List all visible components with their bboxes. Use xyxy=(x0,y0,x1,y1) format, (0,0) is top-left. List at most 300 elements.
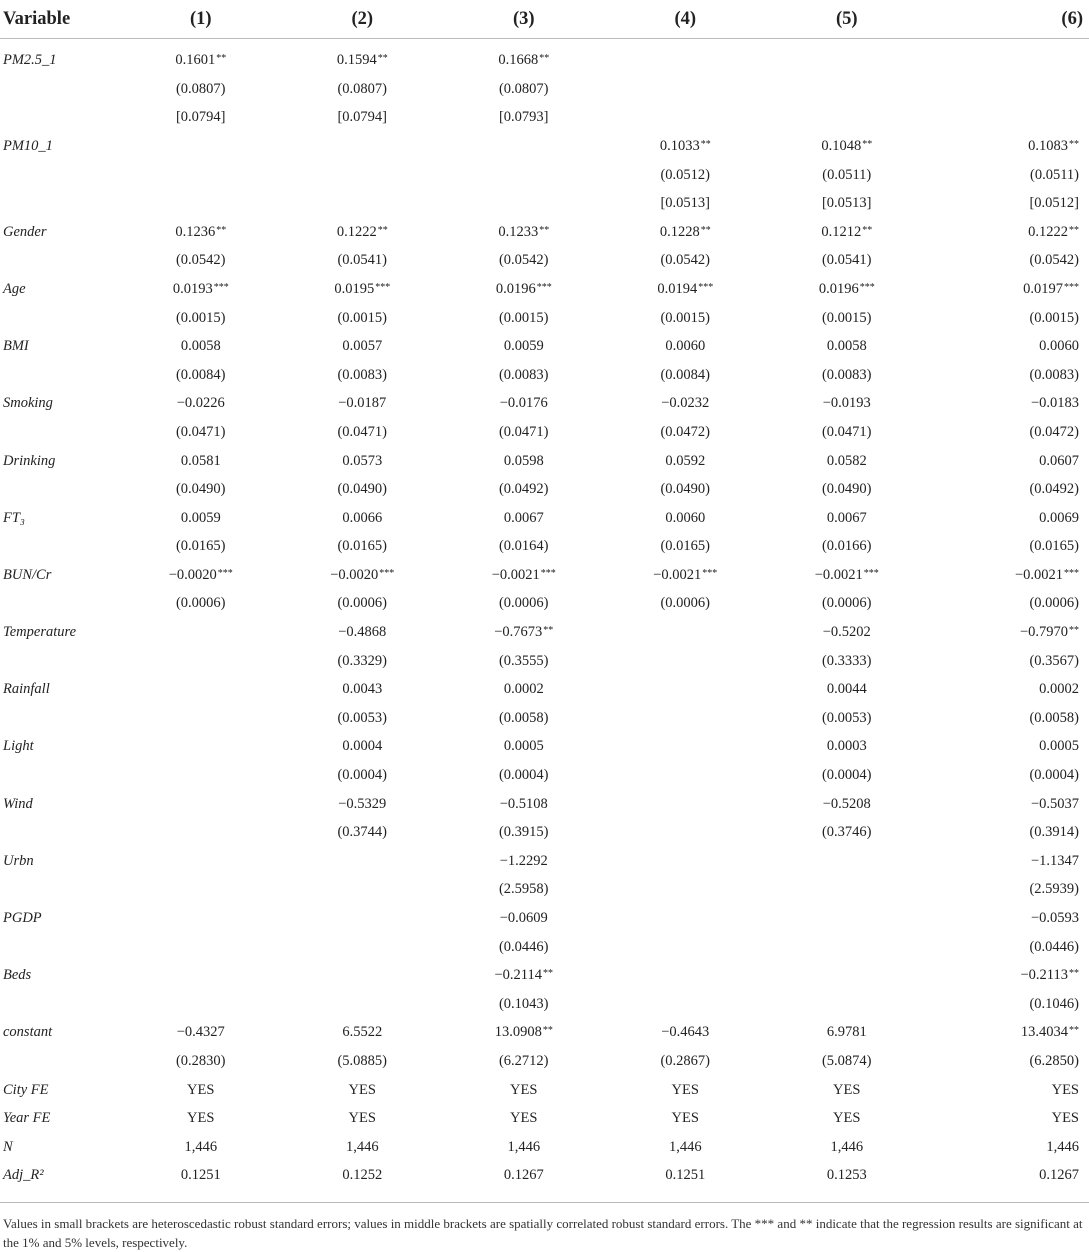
cell-value: (0.3555) xyxy=(499,653,549,669)
cell-value: (0.1043) xyxy=(499,996,549,1012)
table-row xyxy=(0,1076,1089,1105)
cell-value: 0.1267 xyxy=(504,1167,544,1183)
row-label xyxy=(0,704,120,733)
cell-value: 0.1251 xyxy=(665,1167,705,1183)
table-cell xyxy=(928,647,1089,676)
cell-value: 0.0058 xyxy=(181,338,221,354)
table-cell xyxy=(120,561,282,590)
significance-stars: ** xyxy=(1069,139,1079,150)
cell-value: 0.1048 xyxy=(821,138,861,154)
table-cell xyxy=(605,1019,767,1048)
table-row xyxy=(0,790,1089,819)
significance-stars: *** xyxy=(860,282,875,293)
cell-value: 0.1668 xyxy=(498,52,538,68)
table-cell xyxy=(605,1162,767,1191)
cell-value: (0.0490) xyxy=(822,481,872,497)
table-row xyxy=(0,818,1089,847)
table-cell xyxy=(766,475,928,504)
table-cell xyxy=(766,561,928,590)
cell-value: 0.1253 xyxy=(827,1167,867,1183)
table-row xyxy=(0,132,1089,161)
cell-value: (5.0885) xyxy=(337,1053,387,1069)
row-label: Urbn xyxy=(0,847,120,876)
significance-stars: ** xyxy=(378,225,388,236)
table-cell xyxy=(605,132,767,161)
table-cell xyxy=(120,618,282,647)
table-row xyxy=(0,504,1089,533)
table-cell xyxy=(928,504,1089,533)
cell-value: (0.0058) xyxy=(499,710,549,726)
table-cell xyxy=(766,618,928,647)
table-cell xyxy=(443,990,605,1019)
row-label: BUN/Cr xyxy=(0,561,120,590)
cell-value: [0.0794] xyxy=(176,109,226,125)
table-cell xyxy=(120,104,282,133)
table-cell xyxy=(605,247,767,276)
cell-value: (0.0471) xyxy=(499,424,549,440)
table-cell xyxy=(120,1076,282,1105)
table-cell xyxy=(443,818,605,847)
cell-value: 0.0005 xyxy=(1039,738,1079,754)
table-cell xyxy=(443,1047,605,1076)
table-cell xyxy=(120,675,282,704)
row-label xyxy=(0,189,120,218)
cell-value: −0.0193 xyxy=(823,395,871,411)
table-cell xyxy=(120,218,282,247)
cell-value: (0.3746) xyxy=(822,824,872,840)
significance-stars: ** xyxy=(543,1025,553,1036)
table-cell xyxy=(120,332,282,361)
cell-value: (0.0015) xyxy=(499,310,549,326)
table-cell xyxy=(766,990,928,1019)
cell-value: −0.0021 xyxy=(492,567,540,583)
cell-value: −0.0593 xyxy=(1031,910,1079,926)
table-cell xyxy=(443,475,605,504)
significance-stars: *** xyxy=(1064,568,1079,579)
cell-value: YES xyxy=(672,1110,699,1126)
table-cell xyxy=(120,418,282,447)
cell-value: 0.0582 xyxy=(827,453,867,469)
significance-stars: *** xyxy=(375,282,390,293)
table-row xyxy=(0,1104,1089,1133)
row-label: Smoking xyxy=(0,390,120,419)
table-cell xyxy=(605,933,767,962)
table-cell xyxy=(282,275,444,304)
table-cell xyxy=(605,218,767,247)
cell-value: 1,446 xyxy=(507,1139,540,1155)
table-cell xyxy=(282,1104,444,1133)
cell-value: −0.0232 xyxy=(661,395,709,411)
table-cell xyxy=(605,675,767,704)
table-cell xyxy=(443,132,605,161)
cell-value: (0.0542) xyxy=(660,252,710,268)
row-label xyxy=(0,647,120,676)
cell-value: −0.5037 xyxy=(1031,796,1079,812)
table-cell xyxy=(443,704,605,733)
cell-value: 0.0069 xyxy=(1039,510,1079,526)
table-cell xyxy=(605,1133,767,1162)
table-cell xyxy=(766,504,928,533)
table-cell xyxy=(282,247,444,276)
row-label xyxy=(0,104,120,133)
table-cell xyxy=(928,733,1089,762)
table-cell xyxy=(120,1162,282,1191)
cell-value: (0.0083) xyxy=(1029,367,1079,383)
row-label xyxy=(0,161,120,190)
cell-value: (0.0165) xyxy=(660,538,710,554)
cell-value: YES xyxy=(510,1082,537,1098)
table-cell xyxy=(766,418,928,447)
cell-value: 0.0004 xyxy=(342,738,382,754)
table-cell xyxy=(928,361,1089,390)
cell-value: 0.0194 xyxy=(657,281,697,297)
cell-value: (0.0004) xyxy=(1029,767,1079,783)
cell-value: 0.1267 xyxy=(1039,1167,1079,1183)
table-cell xyxy=(443,332,605,361)
cell-value: YES xyxy=(1052,1110,1079,1126)
table-cell xyxy=(282,1076,444,1105)
cell-value: (0.0542) xyxy=(176,252,226,268)
table-cell xyxy=(282,447,444,476)
cell-value: 0.0592 xyxy=(665,453,705,469)
cell-value: 1,446 xyxy=(669,1139,702,1155)
table-row xyxy=(0,275,1089,304)
significance-stars: ** xyxy=(216,53,226,64)
table-cell xyxy=(605,847,767,876)
table-cell xyxy=(443,39,605,76)
table-cell xyxy=(928,590,1089,619)
cell-value: (0.0006) xyxy=(822,595,872,611)
table-cell xyxy=(605,161,767,190)
table-cell xyxy=(443,561,605,590)
table-cell xyxy=(282,304,444,333)
cell-value: (0.0492) xyxy=(1029,481,1079,497)
table-cell xyxy=(282,818,444,847)
table-cell xyxy=(766,761,928,790)
table-cell xyxy=(766,39,928,76)
row-label: constant xyxy=(0,1019,120,1048)
header-variable: Variable xyxy=(0,0,120,39)
table-cell xyxy=(120,876,282,905)
table-cell xyxy=(120,1019,282,1048)
table-cell xyxy=(282,647,444,676)
table-row xyxy=(0,561,1089,590)
table-cell xyxy=(120,1133,282,1162)
table-cell xyxy=(282,675,444,704)
table-cell xyxy=(443,733,605,762)
table-cell xyxy=(443,1076,605,1105)
table-cell xyxy=(605,961,767,990)
table-cell xyxy=(282,933,444,962)
cell-value: (0.3333) xyxy=(822,653,872,669)
cell-value: (0.0053) xyxy=(337,710,387,726)
cell-value: (0.0165) xyxy=(1029,538,1079,554)
table-row xyxy=(0,161,1089,190)
cell-value: 0.1601 xyxy=(175,52,215,68)
table-cell xyxy=(928,990,1089,1019)
cell-value: (0.0006) xyxy=(176,595,226,611)
table-cell xyxy=(443,390,605,419)
cell-value: 0.0195 xyxy=(334,281,374,297)
table-cell xyxy=(928,189,1089,218)
table-cell xyxy=(605,704,767,733)
header-col-3: (3) xyxy=(443,0,605,39)
table-row xyxy=(0,904,1089,933)
cell-value: (0.0015) xyxy=(1029,310,1079,326)
table-cell xyxy=(766,1047,928,1076)
cell-value: (0.0446) xyxy=(499,939,549,955)
table-cell xyxy=(120,961,282,990)
table-cell xyxy=(120,161,282,190)
table-cell xyxy=(120,933,282,962)
table-row xyxy=(0,447,1089,476)
cell-value: 0.1083 xyxy=(1028,138,1068,154)
cell-value: (0.0015) xyxy=(822,310,872,326)
cell-value: 1,446 xyxy=(1046,1139,1079,1155)
table-cell xyxy=(120,704,282,733)
cell-value: 0.0607 xyxy=(1039,453,1079,469)
table-cell xyxy=(120,1047,282,1076)
cell-value: −0.4868 xyxy=(338,624,386,640)
table-cell xyxy=(120,904,282,933)
cell-value: −0.0020 xyxy=(169,567,217,583)
row-label: BMI xyxy=(0,332,120,361)
significance-stars: ** xyxy=(701,225,711,236)
table-cell xyxy=(443,933,605,962)
table-cell xyxy=(766,361,928,390)
cell-value: YES xyxy=(1052,1082,1079,1098)
row-label xyxy=(0,304,120,333)
cell-value: −0.7673 xyxy=(494,624,542,640)
cell-value: −0.0226 xyxy=(177,395,225,411)
table-cell xyxy=(605,818,767,847)
cell-value: (0.0541) xyxy=(337,252,387,268)
cell-value: (0.0004) xyxy=(337,767,387,783)
cell-value: (0.0541) xyxy=(822,252,872,268)
table-cell xyxy=(443,590,605,619)
table-row xyxy=(0,75,1089,104)
cell-value: (0.3914) xyxy=(1029,824,1079,840)
table-cell xyxy=(928,790,1089,819)
table-cell xyxy=(443,161,605,190)
table-cell xyxy=(928,161,1089,190)
cell-value: 0.0581 xyxy=(181,453,221,469)
table-cell xyxy=(928,104,1089,133)
table-cell xyxy=(928,876,1089,905)
row-label xyxy=(0,75,120,104)
table-row xyxy=(0,990,1089,1019)
cell-value: 0.0060 xyxy=(1039,338,1079,354)
header-col-6: (6) xyxy=(928,0,1089,39)
table-row xyxy=(0,590,1089,619)
table-cell xyxy=(928,247,1089,276)
table-cell xyxy=(605,304,767,333)
cell-value: (0.0492) xyxy=(499,481,549,497)
table-cell xyxy=(282,618,444,647)
cell-value: 0.0067 xyxy=(827,510,867,526)
table-cell xyxy=(120,247,282,276)
cell-value: 0.1236 xyxy=(175,224,215,240)
table-row xyxy=(0,418,1089,447)
table-cell xyxy=(766,218,928,247)
table-cell xyxy=(120,75,282,104)
significance-stars: ** xyxy=(539,225,549,236)
cell-value: YES xyxy=(833,1110,860,1126)
table-cell xyxy=(282,704,444,733)
table-cell xyxy=(766,390,928,419)
table-cell xyxy=(443,904,605,933)
table-row xyxy=(0,332,1089,361)
row-label: Gender xyxy=(0,218,120,247)
row-label xyxy=(0,761,120,790)
cell-value: 0.1252 xyxy=(342,1167,382,1183)
cell-value: (0.0015) xyxy=(337,310,387,326)
table-cell xyxy=(120,189,282,218)
significance-stars: *** xyxy=(1064,282,1079,293)
cell-value: 0.0058 xyxy=(827,338,867,354)
table-cell xyxy=(928,675,1089,704)
row-label: City FE xyxy=(0,1076,120,1105)
table-row xyxy=(0,876,1089,905)
cell-value: (0.3915) xyxy=(499,824,549,840)
cell-value: 0.0043 xyxy=(342,681,382,697)
table-cell xyxy=(766,590,928,619)
table-cell xyxy=(928,933,1089,962)
table-cell xyxy=(766,704,928,733)
table-cell xyxy=(928,1019,1089,1048)
table-cell xyxy=(605,1076,767,1105)
table-cell xyxy=(282,132,444,161)
cell-value: (0.0004) xyxy=(822,767,872,783)
table-cell xyxy=(928,390,1089,419)
cell-value: YES xyxy=(510,1110,537,1126)
cell-value: YES xyxy=(672,1082,699,1098)
significance-stars: ** xyxy=(1069,1025,1079,1036)
cell-value: −0.0183 xyxy=(1031,395,1079,411)
table-cell xyxy=(605,475,767,504)
cell-value: (0.0165) xyxy=(337,538,387,554)
cell-value: (0.0807) xyxy=(337,81,387,97)
cell-value: 0.1222 xyxy=(1028,224,1068,240)
table-cell xyxy=(282,990,444,1019)
row-label xyxy=(0,533,120,562)
cell-value: 13.0908 xyxy=(495,1024,542,1040)
header-col-1: (1) xyxy=(120,0,282,39)
table-cell xyxy=(282,332,444,361)
cell-value: (0.0006) xyxy=(499,595,549,611)
cell-value: YES xyxy=(187,1082,214,1098)
significance-stars: *** xyxy=(214,282,229,293)
table-row xyxy=(0,1133,1089,1162)
significance-stars: ** xyxy=(216,225,226,236)
cell-value: 0.0002 xyxy=(504,681,544,697)
table-cell xyxy=(443,418,605,447)
table-cell xyxy=(766,961,928,990)
table-cell xyxy=(120,304,282,333)
cell-value: (0.0542) xyxy=(1029,252,1079,268)
cell-value: [0.0513] xyxy=(660,195,710,211)
table-cell xyxy=(443,847,605,876)
table-cell xyxy=(766,533,928,562)
table-cell xyxy=(766,675,928,704)
table-cell xyxy=(120,590,282,619)
table-cell xyxy=(443,1133,605,1162)
cell-value: 0.1251 xyxy=(181,1167,221,1183)
table-cell xyxy=(120,39,282,76)
table-cell xyxy=(766,304,928,333)
cell-value: 0.1228 xyxy=(660,224,700,240)
cell-value: (0.0165) xyxy=(176,538,226,554)
table-cell xyxy=(443,361,605,390)
cell-value: 0.0598 xyxy=(504,453,544,469)
cell-value: [0.0512] xyxy=(1029,195,1079,211)
table-cell xyxy=(605,332,767,361)
table-row xyxy=(0,647,1089,676)
table-cell xyxy=(928,275,1089,304)
table-cell xyxy=(928,904,1089,933)
cell-value: −0.2114 xyxy=(494,967,542,983)
significance-stars: ** xyxy=(539,53,549,64)
table-cell xyxy=(605,39,767,76)
table-cell xyxy=(282,790,444,819)
cell-value: (0.0490) xyxy=(337,481,387,497)
cell-value: (0.1046) xyxy=(1029,996,1079,1012)
table-cell xyxy=(120,390,282,419)
table-cell xyxy=(766,876,928,905)
cell-value: −1.1347 xyxy=(1031,853,1079,869)
cell-value: YES xyxy=(349,1082,376,1098)
table-cell xyxy=(928,418,1089,447)
table-row xyxy=(0,189,1089,218)
table-cell xyxy=(282,504,444,533)
significance-stars: ** xyxy=(1069,625,1079,636)
cell-value: 0.0059 xyxy=(181,510,221,526)
cell-value: (0.0166) xyxy=(822,538,872,554)
table-cell xyxy=(928,39,1089,76)
row-label xyxy=(0,933,120,962)
table-cell xyxy=(443,504,605,533)
cell-value: −0.0187 xyxy=(338,395,386,411)
table-cell xyxy=(605,618,767,647)
cell-value: 0.0060 xyxy=(665,338,705,354)
significance-stars: *** xyxy=(218,568,233,579)
table-cell xyxy=(766,104,928,133)
row-label xyxy=(0,418,120,447)
cell-value: −0.0609 xyxy=(500,910,548,926)
table-cell xyxy=(443,304,605,333)
table-cell xyxy=(766,132,928,161)
table-cell xyxy=(443,647,605,676)
row-label: PM2.5_1 xyxy=(0,39,120,76)
cell-value: (0.3567) xyxy=(1029,653,1079,669)
table-cell xyxy=(282,418,444,447)
table-cell xyxy=(605,1047,767,1076)
cell-value: −0.0021 xyxy=(653,567,701,583)
table-cell xyxy=(605,761,767,790)
cell-value: (0.0015) xyxy=(660,310,710,326)
cell-value: (0.0006) xyxy=(660,595,710,611)
table-cell xyxy=(766,847,928,876)
cell-value: (6.2712) xyxy=(499,1053,549,1069)
table-cell xyxy=(928,218,1089,247)
cell-value: (0.0490) xyxy=(176,481,226,497)
cell-value: (0.0511) xyxy=(1030,167,1079,183)
table-row xyxy=(0,675,1089,704)
table-cell xyxy=(282,590,444,619)
table-cell xyxy=(605,447,767,476)
cell-value: (0.0083) xyxy=(337,367,387,383)
table-cell xyxy=(282,161,444,190)
